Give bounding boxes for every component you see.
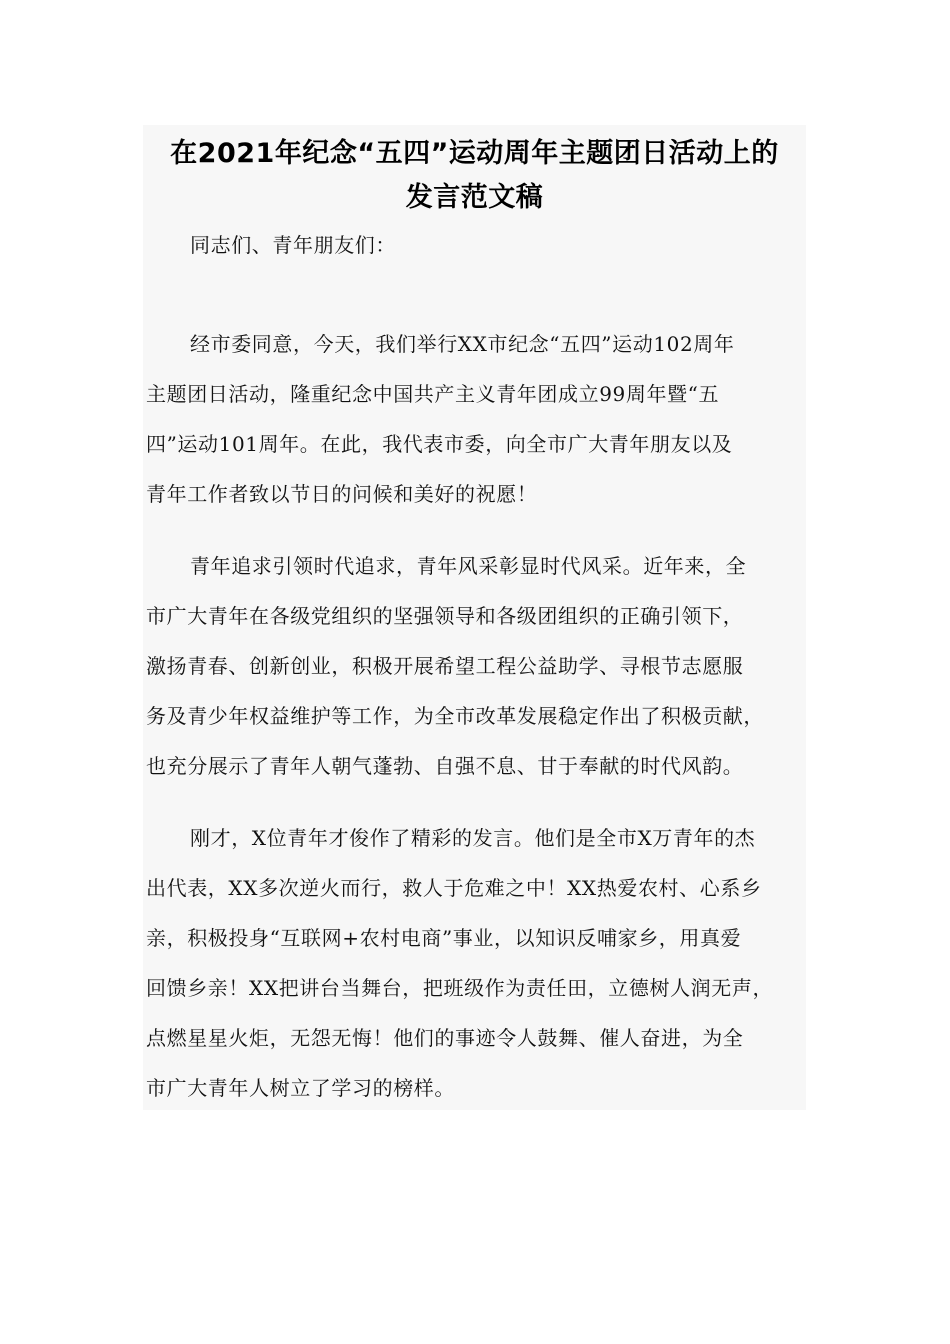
paragraph-line: 四”运动101周年。在此，我代表市委，向全市广大青年朋友以及	[146, 432, 733, 456]
salutation	[146, 220, 808, 270]
title-line: 发言范文稿	[405, 182, 544, 213]
paragraph-3	[146, 813, 808, 1113]
paragraph-line: 务及青少年权益维护等工作，为全市改革发展稳定作出了积极贡献，	[146, 704, 764, 728]
paragraph-line: 经市委同意，今天，我们举行XX市纪念“五四”运动102周年	[190, 332, 735, 356]
paragraph-2	[146, 541, 808, 791]
paragraph-line: 亲，积极投身“互联网+农村电商”事业，以知识反哺家乡，用真爱	[146, 926, 742, 950]
paragraph-1	[146, 319, 808, 519]
paragraph-line: 青年工作者致以节日的问候和美好的祝愿！	[146, 482, 538, 506]
paragraph-line: 点燃星星火炬，无怨无悔！他们的事迹令人鼓舞、催人奋进，为全	[146, 1026, 744, 1050]
paragraph-line: 也充分展示了青年人朝气蓬勃、自强不息、甘于奉献的时代风韵。	[146, 754, 744, 778]
salutation-text: 同志们、青年朋友们：	[190, 233, 396, 257]
paragraph-line: 出代表，XX多次逆火而行，救人于危难之中！XX热爱农村、心系乡	[146, 876, 762, 900]
paragraph-line: 主题团日活动，隆重纪念中国共产主义青年团成立99周年暨“五	[146, 382, 720, 406]
document-title	[143, 132, 806, 220]
paragraph-line: 青年追求引领时代追求，青年风采彰显时代风采。近年来，全	[190, 554, 747, 578]
paragraph-line: 刚才，X位青年才俊作了精彩的发言。他们是全市X万青年的杰	[190, 826, 756, 850]
title-line: 在2021年纪念“五四”运动周年主题团日活动上的	[170, 138, 779, 169]
paragraph-line: 回馈乡亲！XX把讲台当舞台，把班级作为责任田，立德树人润无声，	[146, 976, 774, 1000]
paragraph-line: 市广大青年人树立了学习的榜样。	[146, 1076, 455, 1100]
paragraph-line: 市广大青年在各级党组织的坚强领导和各级团组织的正确引领下，	[146, 604, 744, 628]
paragraph-line: 激扬青春、创新创业，积极开展希望工程公益助学、寻根节志愿服	[146, 654, 744, 678]
